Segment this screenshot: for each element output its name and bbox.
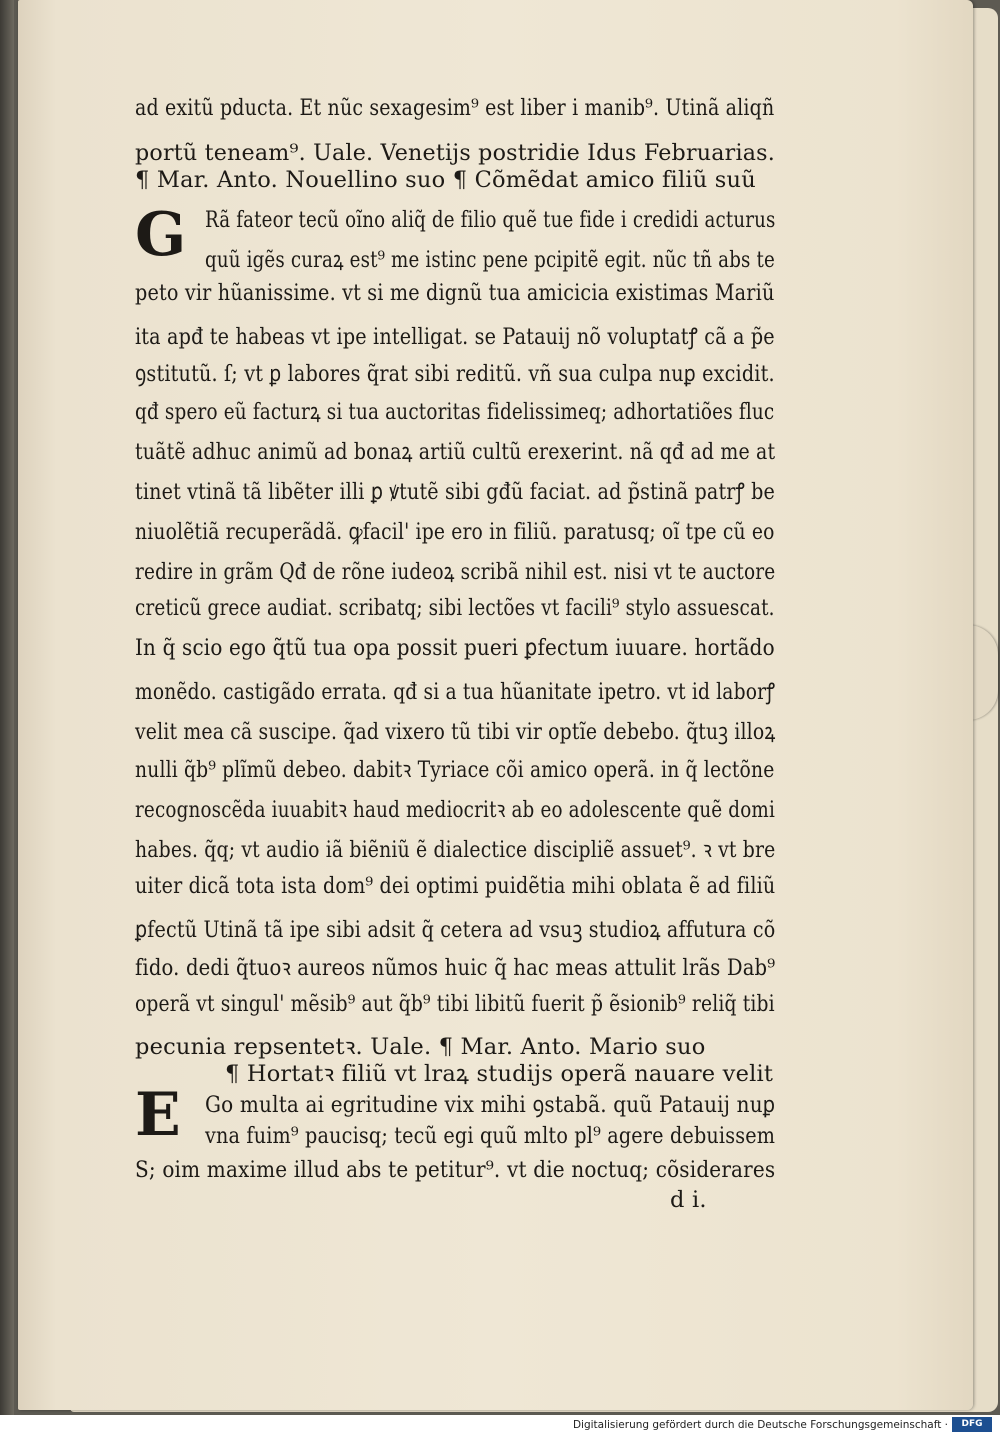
text-line: vna fuim⁹ paucisq; tecũ egi quũ mlto pl⁹ agere debuissem bbox=[205, 1123, 776, 1149]
text-line: Rã fateor tecũ oĩno aliq̃ de filio quẽ tue fide i credidi acturus bbox=[205, 207, 776, 233]
text-line: habes. q̃q; vt audio iã biẽniũ ẽ dialectice discipliẽ assuet⁹. ꝛ vt bre bbox=[135, 837, 776, 863]
text-line: tinet vtinã tã libẽter illi ꝑ ꝟtutẽ sibi gđũ faciat. ad p̃stinã patrꝭ be bbox=[135, 479, 775, 505]
dfg-logo: DFG bbox=[952, 1417, 992, 1432]
text-line: pecunia repsentetꝛ. Uale. ¶ Mar. Anto. Mario suo bbox=[135, 1034, 706, 1060]
text-line: ꝑfectũ Utinã tã ipe sibi adsit q̃ cetera ad vsuꝫ studioꝝ affutura cõ bbox=[135, 917, 776, 943]
text-line: S; oim maxime illud abs te petitur⁹. vt die noctuq; cõsiderares bbox=[135, 1157, 776, 1183]
text-line: peto vir hũanissime. vt si me dignũ tua amicicia existimas Mariũ bbox=[135, 280, 775, 306]
text-line: ita apđ te habeas vt ipe intelligat. se Patauij nõ voluptatꝭ cã a p̃e bbox=[135, 324, 775, 350]
text-line: velit mea cã suscipe. q̃ad vixero tũ tibi vir optĩe debebo. q̃tuꝫ illoꝝ bbox=[135, 719, 776, 745]
text-line: niuolẽtiã recuperãdã. ꝙfacil' ipe ero in filiũ. paratusq; oĩ tpe cũ eo bbox=[135, 519, 775, 545]
text-line: fido. dedi q̃tuoꝛ aureos nũmos huic q̃ hac meas attulit lrãs Dab⁹ bbox=[135, 955, 776, 981]
text-line: operã vt singul' mẽsib⁹ aut q̃b⁹ tibi libitũ fuerit p̃ ẽsionib⁹ reliq̃ tibi bbox=[135, 991, 775, 1017]
text-line: Go multa ai egritudine vix mihi ꝯstabã. quũ Patauij nuꝑ bbox=[205, 1092, 776, 1118]
text-line: ad exitũ pducta. Et nũc sexagesim⁹ est liber i manib⁹. Utinã aliqñ bbox=[135, 95, 775, 121]
text-line: qđ spero eũ facturꝝ si tua auctoritas fidelissimeq; adhortatiões fluc bbox=[135, 399, 775, 425]
text-line: In q̃ scio ego q̃tũ tua opa possit pueri ꝑfectum iuuare. hortãdo bbox=[135, 635, 775, 661]
signature-mark: d i. bbox=[670, 1187, 707, 1213]
text-line: monẽdo. castigãdo errata. qđ si a tua hũanitate ipetro. vt id laborꝭ bbox=[135, 679, 776, 705]
text-line: nulli q̃b⁹ plĩmũ debeo. dabitꝛ Tyriace cõi amico operã. in q̃ lectõne bbox=[135, 757, 775, 783]
initial-letter-2: E bbox=[135, 1080, 181, 1150]
text-line: tuãtẽ adhuc animũ ad bonaꝝ artiũ cultũ erexerint. nã qđ ad me at bbox=[135, 439, 776, 465]
text-line: redire in grãm Qđ de rõne iudeoꝝ scribã nihil est. nisi vt te auctore bbox=[135, 559, 776, 585]
book-cover-edge bbox=[0, 0, 14, 1415]
footer-credit: Digitalisierung gefördert durch die Deutsche Forschungsgemeinschaft · bbox=[572, 1419, 948, 1431]
text-line: recognoscẽda iuuabitꝛ haud mediocritꝛ ab eo adolescente quẽ domi bbox=[135, 797, 775, 823]
text-line: creticũ grece audiat. scribatq; sibi lectões vt facili⁹ stylo assuescat. bbox=[135, 595, 775, 621]
text-line: ¶ Hortatꝛ filiũ vt lraꝝ studijs operã nauare velit bbox=[225, 1061, 774, 1087]
text-line: quũ igẽs curaꝝ est⁹ me istinc pene pcipitẽ egit. nũc tñ abs te bbox=[205, 247, 775, 273]
text-line: portũ teneam⁹. Uale. Venetijs postridie Idus Februarias. bbox=[135, 140, 776, 166]
text-line: uiter dicã tota ista dom⁹ dei optimi puidẽtia mihi oblata ẽ ad filiũ bbox=[135, 873, 776, 899]
text-line: ¶ Mar. Anto. Nouellino suo ¶ Cõmẽdat amico filiũ suũ bbox=[135, 167, 756, 193]
initial-letter-1: G bbox=[135, 200, 187, 270]
text-line: ꝯstitutũ. ſ; vt ꝑ labores q̃rat sibi reditũ. vñ sua culpa nuꝑ excidit. bbox=[135, 361, 775, 387]
